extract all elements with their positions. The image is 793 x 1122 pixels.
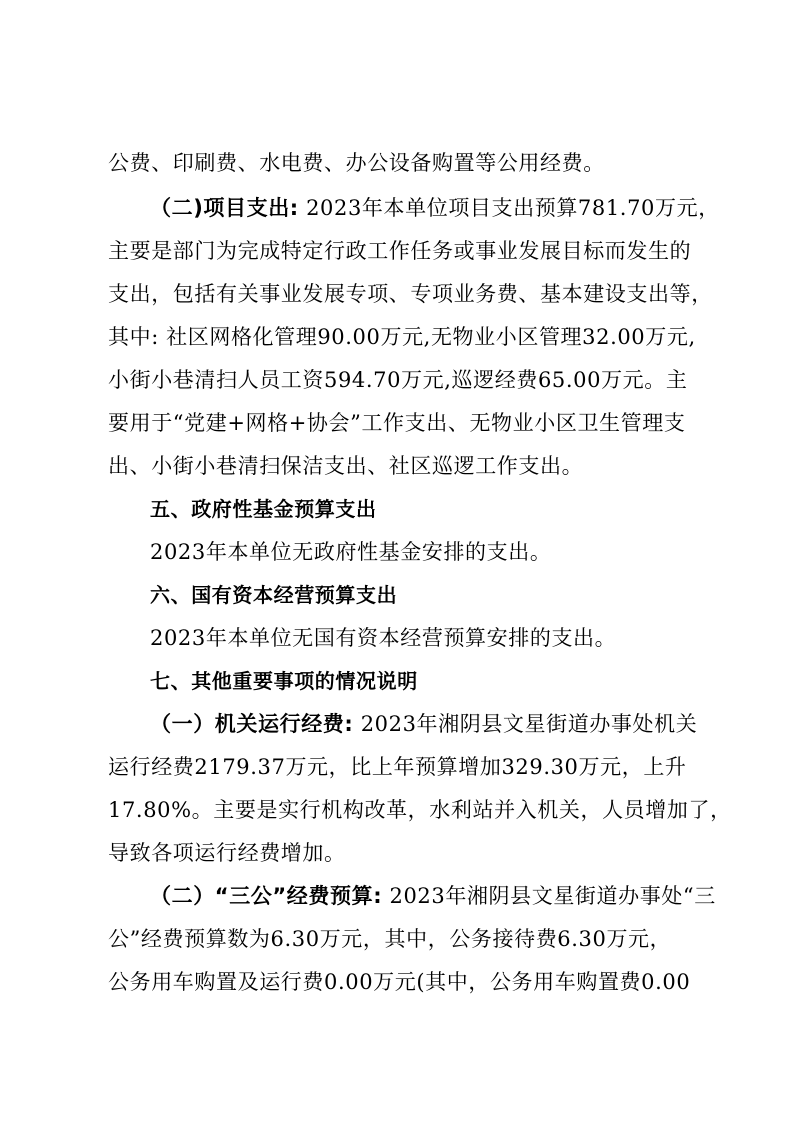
paragraph-line <box>0 148 793 178</box>
paragraph-line <box>0 924 793 954</box>
paragraph-line <box>0 279 793 309</box>
line-text: 支出，包括有关事业发展专项、专项业务费、基本建设支出等， <box>108 282 713 306</box>
line-text: 主要是部门为完成特定行政工作任务或事业发展目标而发生的 <box>108 239 692 263</box>
paragraph-line <box>0 967 793 997</box>
project-expenditure-line <box>0 193 793 223</box>
operating-expense-line <box>0 709 793 739</box>
operating-expense-label: （一）机关运行经费: <box>150 712 354 736</box>
line-text: 2023年湘阴县文星街道办事处机关 <box>360 712 698 736</box>
line-text: 2023年本单位无政府性基金安排的支出。 <box>150 540 552 564</box>
paragraph-line <box>0 752 793 782</box>
line-text: 运行经费2179.37万元，比上年预算增加329.30万元，上升 <box>108 755 687 779</box>
line-text: 公费、印刷费、水电费、办公设备购置等公用经费。 <box>108 151 605 175</box>
paragraph-line <box>0 537 793 567</box>
paragraph-line <box>0 322 793 352</box>
line-text: 要用于“党建+网格+协会”工作支出、无物业小区卫生管理支 <box>108 411 686 435</box>
paragraph-line <box>0 408 793 438</box>
line-text: 小街小巷清扫人员工资594.70万元,巡逻经费65.00万元。主 <box>108 368 688 392</box>
section-heading-7 <box>0 666 793 696</box>
section-heading-5 <box>0 494 793 524</box>
line-text: 17.80%。主要是实行机构改革，水利站并入机关，人员增加了， <box>108 798 732 822</box>
project-expenditure-label: （二)项目支出: <box>150 196 299 220</box>
paragraph-line <box>0 365 793 395</box>
section-heading-6 <box>0 580 793 610</box>
paragraph-line <box>0 838 793 868</box>
line-text: 其中: 社区网格化管理90.00万元,无物业小区管理32.00万元, <box>108 325 696 349</box>
three-public-expense-label: （二）“三公”经费预算: <box>150 884 383 908</box>
paragraph-line <box>0 236 793 266</box>
line-text: 导致各项运行经费增加。 <box>108 841 346 865</box>
heading-text: 六、国有资本经营预算支出 <box>150 583 398 607</box>
line-text: 公”经费预算数为6.30万元，其中，公务接待费6.30万元， <box>108 927 672 951</box>
heading-text: 五、政府性基金预算支出 <box>150 497 377 521</box>
paragraph-line <box>0 623 793 653</box>
three-public-expense-line <box>0 881 793 911</box>
heading-text: 七、其他重要事项的情况说明 <box>150 669 418 693</box>
line-text: 出、小街小巷清扫保洁支出、社区巡逻工作支出。 <box>108 454 584 478</box>
line-text: 公务用车购置及运行费0.00万元(其中，公务用车购置费0.00 <box>108 970 691 994</box>
line-text: 2023年本单位无国有资本经营预算安排的支出。 <box>150 626 617 650</box>
paragraph-line <box>0 451 793 481</box>
paragraph-line <box>0 795 793 825</box>
line-text: 2023年本单位项目支出预算781.70万元， <box>306 196 720 220</box>
line-text: 2023年湘阴县文星街道办事处“三 <box>389 884 716 908</box>
